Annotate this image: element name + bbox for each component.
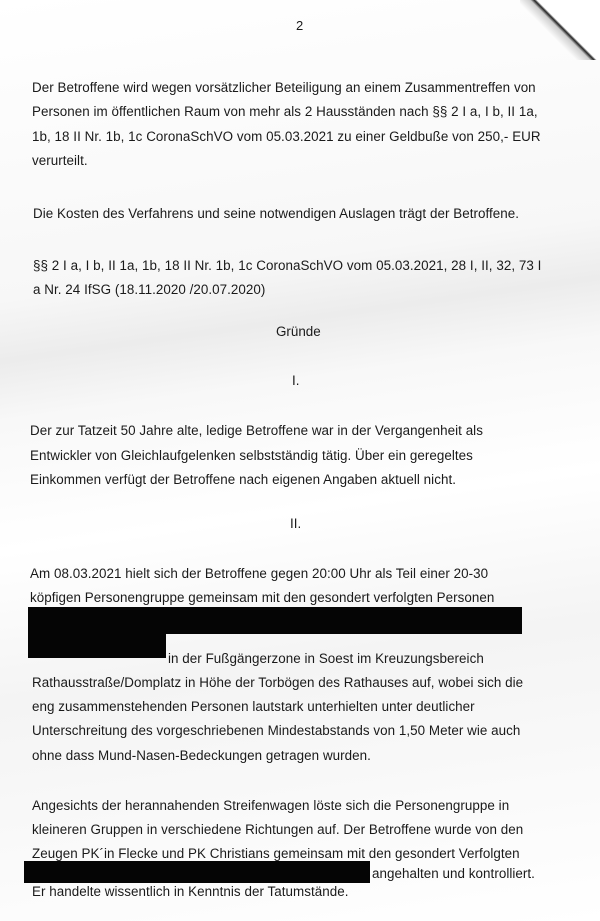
section-2a-line: Rathausstraße/Domplatz in Höhe der Torbögen des Rathauses auf, wobei sich die: [32, 675, 524, 690]
verdict-line: Personen im öffentlichen Raum von mehr als 2 Hausständen nach §§ 2 I a, I b, II 1a,: [32, 104, 538, 119]
heading-reasons: Gründe: [276, 324, 321, 339]
section-2b-line: Er handelte wissentlich in Kenntnis der Tatumstände.: [32, 884, 349, 899]
verdict-line: verurteilt.: [32, 153, 88, 168]
redaction-block: [24, 861, 370, 883]
section-2a-line: Unterschreitung des vorgeschriebenen Mindestabstands von 1,50 Meter wie auch: [32, 723, 521, 738]
section-2a-line: in der Fußgängerzone in Soest im Kreuzungsbereich: [168, 651, 484, 666]
section-1-line: Einkommen verfügt der Betroffene nach eigenen Angaben aktuell nicht.: [30, 472, 456, 487]
section-1-line: Der zur Tatzeit 50 Jahre alte, ledige Betroffene war in der Vergangenheit als: [30, 423, 483, 438]
section-2a-line: köpfigen Personengruppe gemeinsam mit den gesondert verfolgten Personen: [30, 590, 495, 605]
legal-basis-line: §§ 2 I a, I b, II 1a, 1b, 18 II Nr. 1b, 1c CoronaSchVO vom 05.03.2021, 28 I, II, 32, 73 I: [33, 258, 542, 273]
section-2b-line: angehalten und kontrolliert.: [372, 866, 535, 881]
section-2a-line: eng zusammenstehenden Personen lautstark unterhielten unter deutlicher: [32, 699, 475, 714]
section-2a-line: Am 08.03.2021 hielt sich der Betroffene gegen 20:00 Uhr als Teil einer 20-30: [30, 566, 489, 581]
section-2a-line: ohne dass Mund-Nasen-Bedeckungen getragen wurden.: [32, 748, 371, 763]
verdict-line: 1b, 18 II Nr. 1b, 1c CoronaSchVO vom 05.03.2021 zu einer Geldbuße von 250,- EUR: [32, 129, 541, 144]
section-2b-line: kleineren Gruppen in verschiedene Richtungen auf. Der Betroffene wurde von den: [32, 822, 524, 837]
redaction-block: [28, 607, 522, 634]
redaction-block: [28, 634, 166, 658]
heading-section-2: II.: [290, 516, 302, 531]
verdict-line: Der Betroffene wird wegen vorsätzlicher Beteiligung an einem Zusammentreffen von: [32, 80, 536, 95]
section-2b-line: Zeugen PK´in Flecke und PK Christians gemeinsam mit den gesondert Verfolgten: [32, 846, 520, 861]
folded-corner: [520, 0, 600, 60]
section-1-line: Entwickler von Gleichlaufgelenken selbstständig tätig. Über ein geregeltes: [30, 448, 473, 463]
heading-section-1: I.: [292, 373, 300, 388]
section-2b-line: Angesichts der herannahenden Streifenwagen löste sich die Personengruppe in: [32, 798, 510, 813]
legal-basis-line: a Nr. 24 IfSG (18.11.2020 /20.07.2020): [33, 282, 266, 297]
page-number: 2: [296, 18, 304, 33]
costs-line: Die Kosten des Verfahrens und seine notwendigen Auslagen trägt der Betroffene.: [33, 206, 520, 221]
